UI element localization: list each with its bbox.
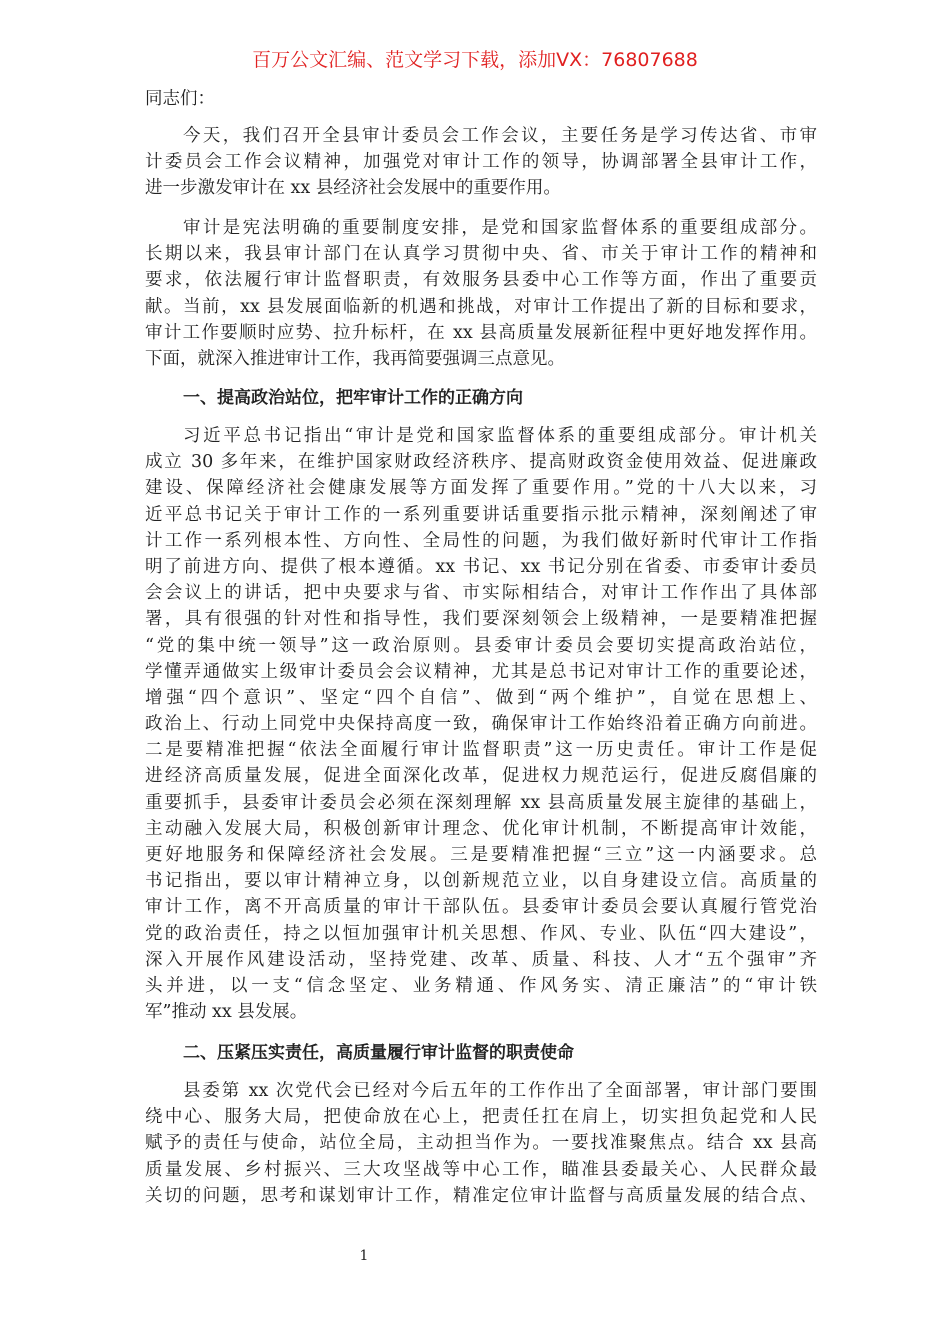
text-line: 学懂弄通做实上级审计委员会会议精神，尤其是总书记对审计工作的重要论述， — [145, 661, 817, 682]
text-line: 关切的问题，思考和谋划审计工作，精准定位审计监督与高质量发展的结合点、 — [145, 1185, 817, 1206]
text-line: 重要抓手，县委审计委员会必须在深刻理解 xx 县高质量发展主旋律的基础上， — [145, 792, 817, 813]
paragraph-3 — [145, 423, 817, 1025]
section-heading-2: 二、压紧压实责任，高质量履行审计监督的职责使命 — [183, 1043, 574, 1063]
text-line: 更好地服务和保障经济社会发展。三是要精准把握“三立”这一内涵要求。总 — [145, 845, 817, 865]
text-line: 计委员会工作会议精神，加强党对审计工作的领导，协调部署全县审计工作， — [145, 152, 817, 173]
text-line: 头并进，以一支“信念坚定、业务精通、作风务实、清正廉洁”的“审计铁 — [145, 975, 817, 996]
text-line: 质量发展、乡村振兴、三大攻坚战等中心工作，瞄准县委最关心、人民群众最 — [145, 1159, 817, 1180]
paragraph-2 — [145, 215, 817, 372]
text-line: 深入开展作风建设活动，坚持党建、改革、质量、科技、人才“五个强审”齐 — [145, 949, 818, 970]
text-line: 党的政治责任，持之以恒加强审计机关思想、作风、专业、队伍“四大建设”， — [145, 923, 817, 944]
text-line: 近平总书记关于审计工作的一系列重要讲话重要指示批示精神，深刻阐述了审 — [145, 504, 817, 525]
paragraph-4 — [145, 1078, 817, 1209]
text-line: 县委第 xx 次党代会已经对今后五年的工作作出了全面部署，审计部门要围 — [183, 1081, 817, 1101]
text-line: “党的集中统一领导”这一政治原则。县委审计委员会要切实提高政治站位， — [145, 635, 817, 656]
text-line: 赋予的责任与使命，站位全局，主动担当作为。一要找准聚焦点。结合 xx 县高 — [145, 1133, 817, 1154]
text-line: 军”推动 xx 县发展。 — [145, 1002, 308, 1023]
text-line: 明了前进方向、提供了根本遵循。xx 书记、xx 书记分别在省委、市委审计委员 — [145, 556, 817, 577]
text-line: 建设、保障经济社会健康发展等方面发挥了重要作用。”党的十八大以来，习 — [145, 478, 817, 499]
text-line: 长期以来，我县审计部门在认真学习贯彻中央、省、市关于审计工作的精神和 — [145, 244, 817, 265]
salutation — [145, 86, 817, 112]
text-line: 下面，就深入推进审计工作，我再简要强调三点意见。 — [145, 348, 565, 369]
text-line: 会会议上的讲话，把中央要求与省、市实际相结合，对审计工作作出了具体部 — [145, 583, 817, 604]
text-line: 献。当前，xx 县发展面临新的机遇和挑战，对审计工作提出了新的目标和要求， — [145, 296, 817, 317]
text-line: 主动融入发展大局，积极创新审计理念、优化审计机制，不断提高审计效能， — [145, 818, 817, 839]
text-line: 进一步激发审计在 xx 县经济社会发展中的重要作用。 — [145, 178, 561, 199]
text-line: 绕中心、服务大局，把使命放在心上，把责任扛在肩上，切实担负起党和人民 — [145, 1107, 817, 1128]
text-line: 要求，依法履行审计监督职责，有效服务县委中心工作等方面，作出了重要贡 — [145, 270, 817, 291]
text-line: 书记指出，要以审计精神立身，以创新规范立业，以自身建设立信。高质量的 — [145, 871, 817, 892]
text-line: 审计是宪法明确的重要制度安排，是党和国家监督体系的重要组成部分。 — [183, 218, 817, 238]
watermark-banner: 百万公文汇编、范文学习下载，添加VX：76807688 — [252, 49, 698, 71]
page-number: 1 — [359, 1248, 369, 1264]
text-line: 政治上、行动上同党中央保持高度一致，确保审计工作始终沿着正确方向前进。 — [145, 714, 817, 735]
section-heading-1: 一、提高政治站位，把牢审计工作的正确方向 — [183, 388, 523, 408]
paragraph-1 — [145, 123, 817, 202]
text-line: 二是要精准把握“依法全面履行审计监督职责”这一历史责任。审计工作是促 — [145, 740, 817, 761]
text-line: 今天，我们召开全县审计委员会工作会议，主要任务是学习传达省、市审 — [183, 126, 817, 146]
text-line: 署，具有很强的针对性和指导性，我们要深刻领会上级精神，一是要精准把握 — [145, 609, 817, 630]
text-line: 计工作一系列根本性、方向性、全局性的问题，为我们做好新时代审计工作指 — [145, 530, 817, 551]
text-line: 成立 30 多年来，在维护国家财政经济秩序、提高财政资金使用效益、促进廉政 — [145, 452, 817, 473]
text-line: 进经济高质量发展，促进全面深化改革，促进权力规范运行，促进反腐倡廉的 — [145, 766, 817, 787]
text-line: 习近平总书记指出“审计是党和国家监督体系的重要组成部分。审计机关 — [183, 426, 817, 446]
text-line: 增强“四个意识”、坚定“四个自信”、做到“两个维护”，自觉在思想上、 — [145, 687, 817, 708]
text-line: 审计工作，离不开高质量的审计干部队伍。县委审计委员会要认真履行管党治 — [145, 897, 817, 918]
text-line: 审计工作要顺时应势、拉升标杆，在 xx 县高质量发展新征程中更好地发挥作用。 — [145, 322, 817, 343]
salutation-text: 同志们： — [145, 89, 215, 109]
